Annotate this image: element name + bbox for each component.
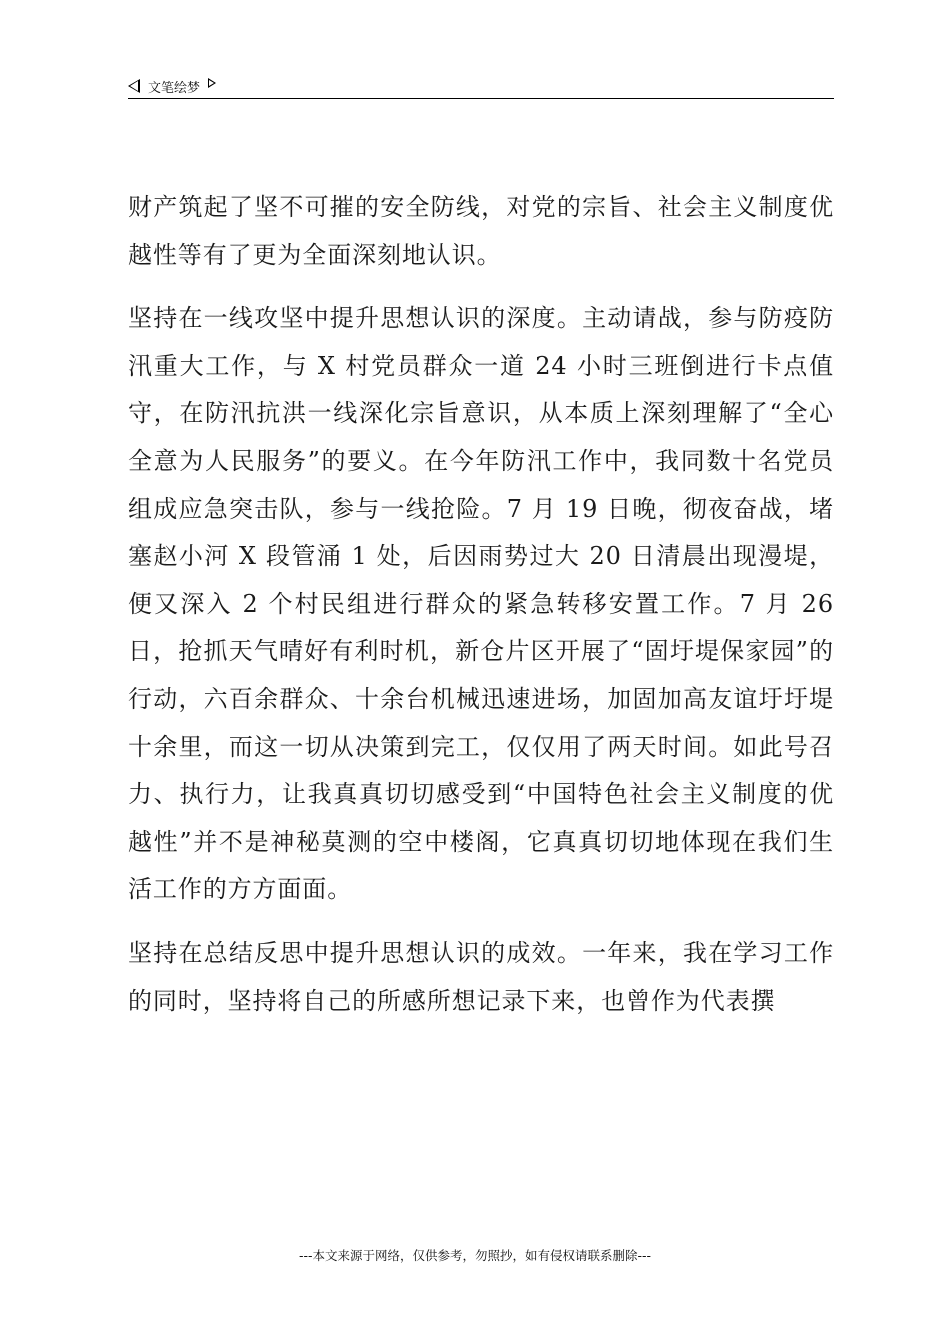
page-header bbox=[128, 74, 834, 99]
left-triangle-icon bbox=[128, 79, 140, 93]
right-triangle-icon bbox=[208, 78, 216, 88]
header-title: 文笔绘梦 bbox=[148, 81, 201, 96]
document-body bbox=[128, 184, 834, 1041]
paragraph-1: 财产筑起了坚不可摧的安全防线，对党的宗旨、社会主义制度优越性等有了更为全面深刻地认识。 bbox=[128, 193, 834, 269]
paragraph-2: 坚持在一线攻坚中提升思想认识的深度。主动请战，参与防疫防汛重大工作，与 X 村党员群众一道 24 小时三班倒进行卡点值守，在防汛抗洪一线深化宗旨意识，从本质上深刻理解了“全心全意为人民服务”的要义。在今年防汛工作中，我同数十名党员组成应急突击队，参与一线抢险。7 月 19 日晚，彻夜奋战，堵塞赵小河 X 段管涌 1 处，后因雨势过大 20 日清晨出现漫堤，便又深入 2 个村民组进行群众的紧急转移安置工作。7 月 26 日，抢抓天气晴好有利时机，新仓片区开展了“固圩堤保家园”的行动，六百余群众、十余台机械迅速进场，加固加高友谊圩圩堤十余里，而这一切从决策到完工，仅仅用了两天时间。如此号召力、执行力，让我真真切切感受到“中国特色社会主义制度的优越性”并不是神秘莫测的空中楼阁，它真真切切地体现在我们生活工作的方方面面。 bbox=[128, 304, 834, 904]
paragraph-3: 坚持在总结反思中提升思想认识的成效。一年来，我在学习工作的同时，坚持将自己的所感所想记录下来，也曾作为代表撰 bbox=[128, 938, 834, 1015]
page-footer: ---本文来源于网络，仅供参考，勿照抄，如有侵权请联系删除--- bbox=[298, 1248, 652, 1263]
